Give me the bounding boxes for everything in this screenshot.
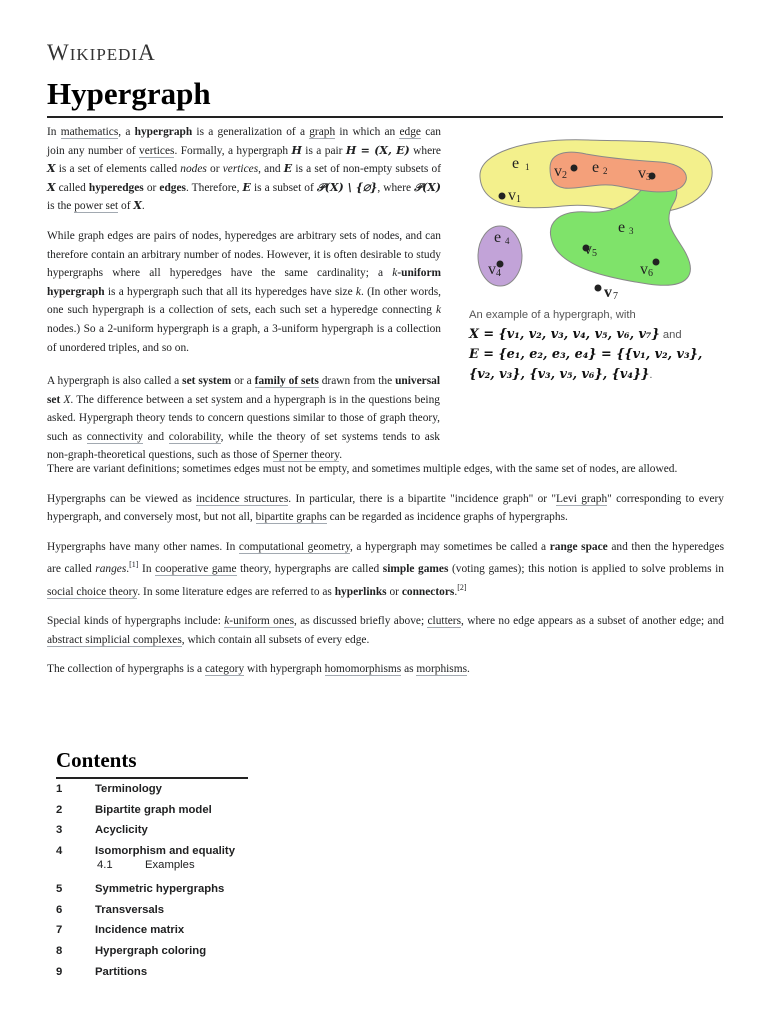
toc-item[interactable]: 9 Partitions: [56, 965, 148, 978]
toc-item[interactable]: 2 Bipartite graph model: [56, 803, 212, 816]
link-bipartite-graphs[interactable]: bipartite graphs: [255, 511, 327, 524]
link-clutters[interactable]: clutters: [427, 615, 462, 628]
svg-text:v: v: [508, 187, 516, 204]
link-category[interactable]: category: [204, 663, 245, 676]
hypergraph-diagram: [468, 132, 724, 304]
caption-math-e-cont: {v₂, v₃}, {v₃, v₅, v₆}, {v₄}}: [469, 367, 650, 382]
link-family-of-sets[interactable]: family of sets: [254, 375, 319, 387]
svg-text:e: e: [592, 159, 600, 176]
svg-text:3: 3: [629, 226, 634, 236]
link-k-uniform[interactable]: k-uniform ones: [224, 615, 295, 628]
link-colorability[interactable]: colorability: [168, 430, 221, 443]
caption-text: An example of a hypergraph, with: [469, 309, 636, 321]
paragraph-incidence: Hypergraphs can be viewed as incidence structures. In particular, there is a bipartite "incidence graph" or "Levi graph" corresponding to every hypergraph, and conversely most, but not all, bipartite graphs can be regarded as incidence graphs of hypergraphs.: [47, 492, 725, 524]
link-connectivity[interactable]: connectivity: [86, 430, 144, 443]
paragraph-set-system: A hypergraph is also called a set system or a family of sets drawn from the universal set X. The difference between a set system and a hypergraph is in the questions being asked. Hypergraph theory tends to concern questions similar to those of graph theory, such as connectivity and colorability, while the theory of set systems tends to ask non-graph-theoretical questions, such as those of Sperner theory.: [47, 375, 441, 462]
paragraph-variants: There are variant definitions; sometimes edges must not be empty, and sometimes multiple edges, with the same set of nodes, are allowed.: [47, 463, 678, 475]
svg-text:2: 2: [603, 166, 608, 176]
link-mathematics[interactable]: mathematics: [60, 126, 119, 138]
caption-period: .: [649, 369, 653, 381]
reference-2[interactable]: [2]: [457, 582, 467, 592]
wikipedia-logo[interactable]: WIKIPEDIA: [47, 40, 156, 65]
link-abstract-simplicial-complexes[interactable]: abstract simplicial complexes: [47, 633, 182, 646]
link-levi-graph[interactable]: Levi graph: [556, 492, 608, 505]
toc-item[interactable]: 7 Incidence matrix: [56, 924, 185, 937]
toc-item[interactable]: 5 Symmetric hypergraphs: [56, 883, 225, 896]
svg-text:v: v: [584, 241, 592, 258]
link-computational-geometry[interactable]: computational geometry: [238, 540, 350, 553]
toc-heading: Contents: [56, 748, 248, 779]
svg-text:v: v: [604, 284, 612, 301]
svg-text:1: 1: [525, 162, 530, 172]
title-divider: [47, 116, 723, 118]
toc-item[interactable]: 3 Acyclicity: [56, 824, 148, 837]
svg-text:4: 4: [496, 268, 501, 279]
paragraph-category: The collection of hypergraphs is a category with hypergraph homomorphisms as morphisms.: [47, 663, 470, 676]
body-section-2: [47, 460, 724, 690]
lead-section: [47, 123, 441, 368]
page-title: Hypergraph: [47, 76, 211, 111]
svg-text:1: 1: [516, 194, 521, 205]
svg-text:6: 6: [648, 268, 653, 279]
toc-item[interactable]: 4 Isomorphism and equality: [56, 845, 235, 858]
toc-item[interactable]: 6 Transversals: [56, 903, 165, 916]
toc-item[interactable]: 1 Terminology: [56, 783, 162, 795]
link-morphisms[interactable]: morphisms: [416, 663, 468, 676]
toc-box: [56, 748, 250, 779]
caption-and: and: [662, 329, 682, 341]
svg-text:v: v: [554, 163, 562, 180]
svg-text:e: e: [494, 229, 502, 246]
svg-text:e: e: [618, 219, 626, 236]
toc-list: [56, 781, 356, 985]
svg-text:3: 3: [646, 172, 651, 183]
link-graph[interactable]: graph: [309, 126, 336, 138]
toc-item[interactable]: 8 Hypergraph coloring: [56, 945, 207, 958]
caption-math-x: X = {v₁, v₂, v₃, v₄, v₅, v₆, v₇}: [469, 327, 660, 342]
svg-text:2: 2: [562, 170, 567, 181]
link-homomorphisms[interactable]: homomorphisms: [324, 663, 402, 676]
link-incidence-structures[interactable]: incidence structures: [196, 492, 289, 505]
link-social-choice-theory[interactable]: social choice theory: [47, 585, 138, 598]
body-section: [47, 372, 724, 465]
caption-math-e: E = {e₁, e₂, e₃, e₄} = {{v₁, v₂, v₃},: [469, 347, 703, 362]
svg-text:4: 4: [505, 236, 510, 246]
hypergraph-figure: [468, 132, 724, 309]
toc-subitem[interactable]: 4.1 Examples: [97, 859, 195, 872]
paragraph-names: Hypergraphs have many other names. In computational geometry, a hypergraph may sometimes be called a range space and then the hyperedges are called ranges.[1] In cooperative game theory, hypergraphs are called simple games (voting games); this notion is applied to solve problems in social choice theory. In some literature edges are referred to as hyperlinks or connectors.[2]: [47, 540, 724, 598]
svg-text:5: 5: [592, 248, 597, 259]
link-edge[interactable]: edge: [399, 126, 421, 138]
paragraph-special-kinds: Special kinds of hypergraphs include: k-uniform ones, as discussed briefly above; clutters, where no edge appears as a subset of another edge; and abstract simplicial complexes, which contain all subsets of every edge.: [47, 615, 724, 646]
reference-1[interactable]: [1]: [129, 560, 139, 570]
svg-text:v: v: [638, 165, 646, 182]
link-sperner-theory[interactable]: Sperner theory: [272, 449, 340, 462]
link-vertices[interactable]: vertices: [139, 144, 175, 157]
svg-text:v: v: [488, 261, 496, 278]
paragraph-uniform: While graph edges are pairs of nodes, hyperedges are arbitrary sets of nodes, and can therefore contain an arbitrary number of nodes. However, it is often desirable to study hypergraphs where all hyperedges have the same cardinality; a k-uniform hypergraph is a hypergraph such that all its hyperedges have size k. (In other words, one such hypergraph is a collection of sets, each such set a hyperedge connecting k nodes.) So a 2-uniform hypergraph is a graph, a 3-uniform hypergraph is a collection of unordered triples, and so on.: [47, 229, 441, 354]
paragraph-definition: In mathematics, a hypergraph is a generalization of a graph in which an edge can join any number of vertices. Formally, a hypergraph H is a pair H = (X, E) where X is a set of elements called nodes or vertices, and E is a set of non-empty subsets of X called hyperedges or edges. Therefore, E is a subset of 𝒫(X) \ {∅}, where 𝒫(X) is the power set of X.: [47, 126, 442, 213]
link-cooperative-game[interactable]: cooperative game: [155, 563, 237, 576]
svg-text:e: e: [512, 155, 520, 172]
svg-text:7: 7: [613, 291, 618, 302]
svg-text:v: v: [640, 261, 648, 278]
link-power-set[interactable]: power set: [74, 200, 119, 213]
